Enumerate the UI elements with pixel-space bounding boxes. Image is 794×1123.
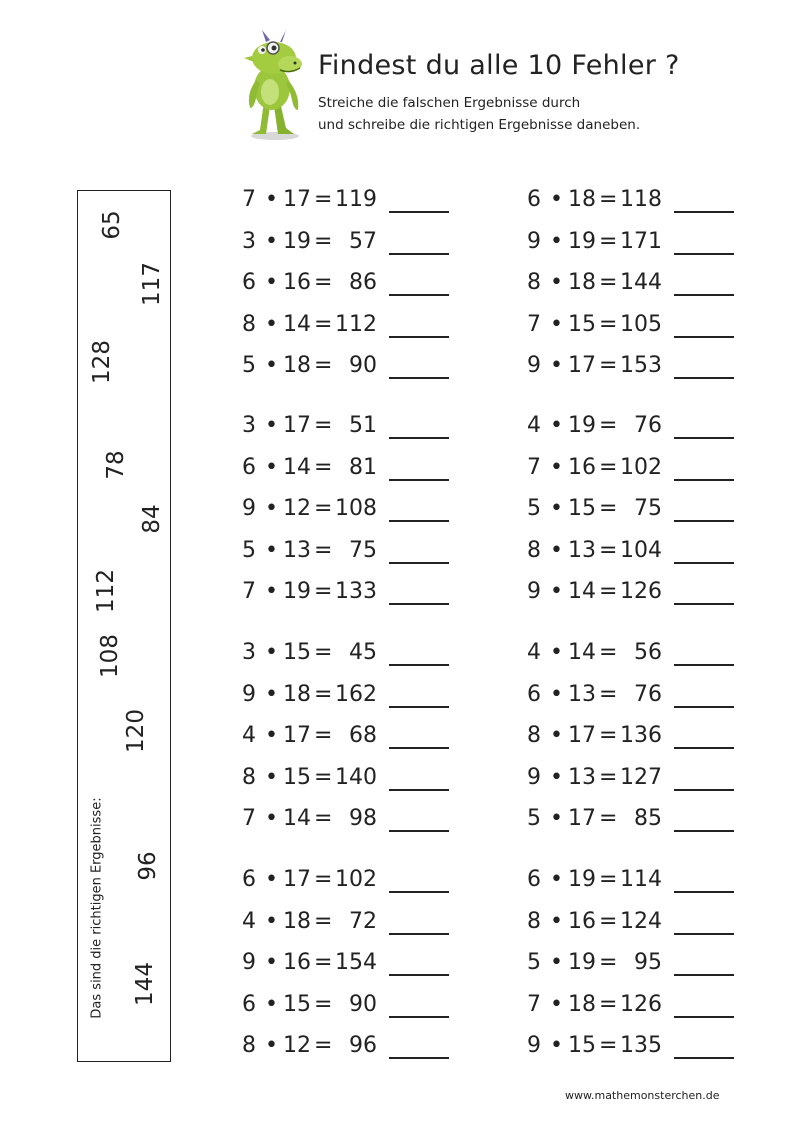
times-symbol: • — [265, 950, 278, 975]
equation-row — [526, 765, 736, 795]
factor-b: 12 — [283, 496, 311, 521]
factor-b: 15 — [568, 496, 596, 521]
factor-b: 19 — [568, 413, 596, 438]
factor-a: 6 — [242, 454, 256, 480]
answer-blank-line[interactable] — [389, 1016, 449, 1018]
instructions-line-2: und schreibe die richtigen Ergebnisse daneben. — [318, 117, 641, 133]
equals-symbol: = — [314, 537, 333, 563]
given-result: 133 — [335, 579, 377, 604]
given-result: 153 — [620, 353, 662, 378]
answer-blank-line[interactable] — [389, 253, 449, 255]
factor-b: 12 — [283, 1033, 311, 1058]
factor-b: 17 — [568, 723, 596, 748]
answer-blank-line[interactable] — [389, 933, 449, 935]
times-symbol: • — [265, 353, 278, 378]
given-result: 57 — [349, 228, 377, 254]
answer-blank-line[interactable] — [674, 789, 734, 791]
equals-symbol: = — [599, 1033, 618, 1058]
times-symbol: • — [550, 270, 563, 295]
factor-a: 9 — [527, 579, 541, 604]
answer-blank-line[interactable] — [674, 1016, 734, 1018]
equals-symbol: = — [314, 681, 333, 707]
equals-symbol: = — [599, 723, 618, 748]
factor-b: 13 — [568, 537, 596, 563]
equals-symbol: = — [599, 228, 618, 254]
equals-symbol: = — [599, 496, 618, 521]
times-symbol: • — [550, 764, 563, 790]
factor-a: 9 — [242, 950, 256, 975]
times-symbol: • — [265, 270, 278, 295]
factor-b: 15 — [283, 764, 311, 790]
answer-blank-line[interactable] — [674, 253, 734, 255]
times-symbol: • — [265, 311, 278, 337]
times-symbol: • — [265, 1033, 278, 1058]
equals-symbol: = — [599, 454, 618, 480]
equals-symbol: = — [599, 640, 618, 665]
given-result: 75 — [349, 537, 377, 563]
answer-blank-line[interactable] — [674, 706, 734, 708]
factor-b: 15 — [283, 991, 311, 1017]
equals-symbol: = — [599, 187, 618, 212]
times-symbol: • — [550, 991, 563, 1017]
equals-symbol: = — [599, 270, 618, 295]
times-symbol: • — [265, 867, 278, 892]
given-result: 76 — [634, 681, 662, 707]
answer-number: 78 — [103, 450, 129, 480]
equation-row — [241, 312, 451, 342]
factor-a: 6 — [527, 187, 541, 212]
equation-row — [241, 867, 451, 897]
answer-number: 117 — [139, 262, 165, 306]
given-result: 140 — [335, 764, 377, 790]
factor-a: 8 — [242, 764, 256, 790]
equals-symbol: = — [314, 640, 333, 665]
times-symbol: • — [265, 413, 278, 438]
factor-a: 5 — [242, 353, 256, 378]
times-symbol: • — [265, 579, 278, 604]
answer-blank-line[interactable] — [674, 437, 734, 439]
equals-symbol: = — [314, 228, 333, 254]
answer-blank-line[interactable] — [389, 789, 449, 791]
factor-a: 6 — [242, 867, 256, 892]
factor-b: 19 — [283, 579, 311, 604]
equals-symbol: = — [599, 311, 618, 337]
monster-mascot-illustration — [240, 22, 310, 140]
equation-row — [526, 312, 736, 342]
given-result: 45 — [349, 640, 377, 665]
given-result: 135 — [620, 1033, 662, 1058]
answer-blank-line[interactable] — [389, 562, 449, 564]
times-symbol: • — [265, 806, 278, 831]
equation-row — [241, 992, 451, 1022]
given-result: 51 — [349, 413, 377, 438]
given-result: 96 — [349, 1033, 377, 1058]
factor-a: 9 — [527, 764, 541, 790]
factor-b: 17 — [283, 723, 311, 748]
factor-b: 18 — [283, 353, 311, 378]
given-result: 56 — [634, 640, 662, 665]
factor-b: 18 — [283, 681, 311, 707]
given-result: 86 — [349, 270, 377, 295]
equals-symbol: = — [314, 187, 333, 212]
equation-row — [241, 353, 451, 383]
factor-b: 18 — [568, 270, 596, 295]
equation-row — [526, 413, 736, 443]
answer-blank-line[interactable] — [389, 294, 449, 296]
factor-a: 4 — [242, 723, 256, 748]
factor-a: 7 — [242, 187, 256, 212]
times-symbol: • — [550, 908, 563, 934]
times-symbol: • — [550, 579, 563, 604]
given-result: 108 — [335, 496, 377, 521]
equation-row — [241, 640, 451, 670]
factor-a: 5 — [242, 537, 256, 563]
factor-b: 17 — [568, 353, 596, 378]
factor-a: 8 — [242, 311, 256, 337]
equals-symbol: = — [599, 764, 618, 790]
equation-row — [526, 187, 736, 217]
factor-a: 8 — [527, 908, 541, 934]
given-result: 68 — [349, 723, 377, 748]
given-result: 144 — [620, 270, 662, 295]
equation-row — [241, 765, 451, 795]
given-result: 90 — [349, 991, 377, 1017]
answer-blank-line[interactable] — [389, 664, 449, 666]
factor-b: 15 — [568, 1033, 596, 1058]
equals-symbol: = — [599, 579, 618, 604]
times-symbol: • — [265, 228, 278, 254]
equation-row — [526, 723, 736, 753]
factor-a: 3 — [242, 413, 256, 438]
equals-symbol: = — [599, 908, 618, 934]
equals-symbol: = — [314, 454, 333, 480]
times-symbol: • — [550, 1033, 563, 1058]
answer-blank-line[interactable] — [674, 747, 734, 749]
factor-b: 14 — [283, 806, 311, 831]
equals-symbol: = — [314, 1033, 333, 1058]
factor-a: 7 — [242, 579, 256, 604]
equation-row — [241, 413, 451, 443]
equation-row — [526, 867, 736, 897]
answer-blank-line[interactable] — [389, 377, 449, 379]
answer-number: 84 — [139, 504, 165, 534]
answer-number: 112 — [93, 569, 119, 613]
answer-number: 128 — [89, 340, 115, 384]
equation-row — [526, 682, 736, 712]
factor-b: 16 — [568, 908, 596, 934]
instructions-line-1: Streiche die falschen Ergebnisse durch — [318, 95, 581, 111]
footer-url: www.mathemonsterchen.de — [565, 1089, 720, 1102]
answer-blank-line[interactable] — [389, 891, 449, 893]
factor-b: 13 — [283, 537, 311, 563]
equation-row — [526, 229, 736, 259]
factor-a: 4 — [242, 908, 256, 934]
given-result: 95 — [634, 950, 662, 975]
given-result: 75 — [634, 496, 662, 521]
times-symbol: • — [550, 311, 563, 337]
times-symbol: • — [265, 764, 278, 790]
given-result: 162 — [335, 681, 377, 707]
equation-row — [526, 806, 736, 836]
factor-a: 7 — [242, 806, 256, 831]
worksheet-title: Findest du alle 10 Fehler ? — [318, 50, 680, 81]
given-result: 90 — [349, 353, 377, 378]
factor-a: 8 — [527, 537, 541, 563]
times-symbol: • — [265, 723, 278, 748]
equation-row — [526, 579, 736, 609]
times-symbol: • — [265, 908, 278, 934]
factor-a: 8 — [242, 1033, 256, 1058]
times-symbol: • — [550, 228, 563, 254]
factor-b: 14 — [283, 454, 311, 480]
given-result: 118 — [620, 187, 662, 212]
factor-a: 9 — [242, 681, 256, 707]
factor-b: 19 — [568, 228, 596, 254]
answer-blank-line[interactable] — [674, 479, 734, 481]
equals-symbol: = — [314, 496, 333, 521]
factor-a: 4 — [527, 413, 541, 438]
given-result: 85 — [634, 806, 662, 831]
given-result: 102 — [335, 867, 377, 892]
equals-symbol: = — [599, 681, 618, 707]
factor-b: 17 — [568, 806, 596, 831]
times-symbol: • — [550, 413, 563, 438]
answer-number: 96 — [135, 851, 161, 881]
factor-b: 17 — [283, 867, 311, 892]
factor-b: 14 — [283, 311, 311, 337]
answer-blank-line[interactable] — [674, 336, 734, 338]
given-result: 98 — [349, 806, 377, 831]
times-symbol: • — [550, 640, 563, 665]
factor-a: 9 — [527, 353, 541, 378]
factor-b: 18 — [568, 991, 596, 1017]
factor-a: 6 — [527, 867, 541, 892]
factor-b: 16 — [283, 270, 311, 295]
factor-b: 19 — [568, 950, 596, 975]
equals-symbol: = — [599, 353, 618, 378]
equation-row — [241, 806, 451, 836]
worksheet-instructions — [318, 92, 640, 136]
equation-row — [241, 579, 451, 609]
factor-a: 9 — [242, 496, 256, 521]
given-result: 104 — [620, 537, 662, 563]
given-result: 102 — [620, 454, 662, 480]
factor-b: 15 — [283, 640, 311, 665]
given-result: 76 — [634, 413, 662, 438]
answer-blank-line[interactable] — [389, 520, 449, 522]
times-symbol: • — [550, 454, 563, 480]
factor-a: 7 — [527, 991, 541, 1017]
equals-symbol: = — [314, 723, 333, 748]
given-result: 119 — [335, 187, 377, 212]
answer-blank-line[interactable] — [674, 520, 734, 522]
answers-caption: Das sind die richtigen Ergebnisse: — [89, 797, 105, 1019]
answer-blank-line[interactable] — [674, 891, 734, 893]
factor-b: 13 — [568, 764, 596, 790]
given-result: 72 — [349, 908, 377, 934]
factor-b: 16 — [283, 950, 311, 975]
equals-symbol: = — [599, 413, 618, 438]
factor-a: 6 — [527, 681, 541, 707]
times-symbol: • — [265, 991, 278, 1017]
answer-blank-line[interactable] — [674, 974, 734, 976]
equation-row — [241, 723, 451, 753]
answer-blank-line[interactable] — [674, 377, 734, 379]
equals-symbol: = — [599, 950, 618, 975]
answer-number: 108 — [97, 634, 123, 678]
times-symbol: • — [550, 496, 563, 521]
factor-a: 3 — [242, 228, 256, 254]
factor-a: 7 — [527, 454, 541, 480]
factor-a: 7 — [527, 311, 541, 337]
given-result: 126 — [620, 991, 662, 1017]
equals-symbol: = — [314, 764, 333, 790]
answer-number: 144 — [132, 962, 158, 1006]
times-symbol: • — [550, 537, 563, 563]
given-result: 114 — [620, 867, 662, 892]
given-result: 136 — [620, 723, 662, 748]
times-symbol: • — [550, 723, 563, 748]
factor-a: 6 — [242, 270, 256, 295]
equation-row — [241, 682, 451, 712]
given-result: 127 — [620, 764, 662, 790]
factor-a: 5 — [527, 496, 541, 521]
answer-blank-line[interactable] — [674, 562, 734, 564]
factor-a: 8 — [527, 723, 541, 748]
equation-row — [526, 1033, 736, 1063]
answer-number: 120 — [123, 709, 149, 753]
given-result: 81 — [349, 454, 377, 480]
factor-b: 19 — [568, 867, 596, 892]
equals-symbol: = — [599, 537, 618, 563]
factor-b: 17 — [283, 187, 311, 212]
times-symbol: • — [550, 867, 563, 892]
equation-row — [241, 187, 451, 217]
times-symbol: • — [265, 537, 278, 563]
equation-row — [526, 640, 736, 670]
equation-row — [526, 538, 736, 568]
factor-a: 9 — [527, 1033, 541, 1058]
equation-row — [526, 455, 736, 485]
answer-blank-line[interactable] — [674, 830, 734, 832]
equation-row — [526, 950, 736, 980]
times-symbol: • — [265, 454, 278, 480]
factor-b: 18 — [568, 187, 596, 212]
equals-symbol: = — [314, 806, 333, 831]
equation-row — [241, 538, 451, 568]
answer-blank-line[interactable] — [389, 437, 449, 439]
times-symbol: • — [265, 187, 278, 212]
answer-blank-line[interactable] — [389, 336, 449, 338]
equals-symbol: = — [314, 950, 333, 975]
factor-b: 19 — [283, 228, 311, 254]
factor-b: 17 — [283, 413, 311, 438]
answer-blank-line[interactable] — [389, 1057, 449, 1059]
equals-symbol: = — [314, 353, 333, 378]
factor-b: 15 — [568, 311, 596, 337]
factor-b: 14 — [568, 579, 596, 604]
factor-b: 16 — [568, 454, 596, 480]
answer-blank-line[interactable] — [389, 830, 449, 832]
factor-b: 14 — [568, 640, 596, 665]
equals-symbol: = — [599, 867, 618, 892]
equation-row — [241, 496, 451, 526]
equation-row — [241, 950, 451, 980]
times-symbol: • — [550, 187, 563, 212]
equals-symbol: = — [314, 270, 333, 295]
equation-row — [241, 1033, 451, 1063]
times-symbol: • — [550, 681, 563, 707]
answer-blank-line[interactable] — [674, 603, 734, 605]
answer-blank-line[interactable] — [674, 933, 734, 935]
answer-blank-line[interactable] — [389, 747, 449, 749]
factor-a: 5 — [527, 806, 541, 831]
given-result: 105 — [620, 311, 662, 337]
equals-symbol: = — [314, 311, 333, 337]
times-symbol: • — [550, 950, 563, 975]
equation-row — [241, 229, 451, 259]
equation-row — [526, 909, 736, 939]
equation-row — [526, 353, 736, 383]
equals-symbol: = — [599, 991, 618, 1017]
factor-a: 6 — [242, 991, 256, 1017]
answer-blank-line[interactable] — [674, 294, 734, 296]
answer-blank-line[interactable] — [674, 211, 734, 213]
factor-a: 3 — [242, 640, 256, 665]
given-result: 154 — [335, 950, 377, 975]
equation-row — [241, 909, 451, 939]
given-result: 126 — [620, 579, 662, 604]
factor-a: 4 — [527, 640, 541, 665]
equals-symbol: = — [314, 867, 333, 892]
equals-symbol: = — [314, 908, 333, 934]
equation-row — [241, 455, 451, 485]
answer-blank-line[interactable] — [389, 706, 449, 708]
equation-row — [241, 270, 451, 300]
equation-row — [526, 496, 736, 526]
answer-blank-line[interactable] — [389, 603, 449, 605]
factor-a: 8 — [527, 270, 541, 295]
times-symbol: • — [265, 496, 278, 521]
equals-symbol: = — [314, 413, 333, 438]
times-symbol: • — [550, 353, 563, 378]
given-result: 124 — [620, 908, 662, 934]
answer-blank-line[interactable] — [674, 664, 734, 666]
equation-row — [526, 270, 736, 300]
times-symbol: • — [265, 640, 278, 665]
answer-blank-line[interactable] — [674, 1057, 734, 1059]
times-symbol: • — [550, 806, 563, 831]
factor-a: 9 — [527, 228, 541, 254]
answer-blank-line[interactable] — [389, 479, 449, 481]
answer-number: 65 — [99, 210, 125, 240]
answer-blank-line[interactable] — [389, 211, 449, 213]
equals-symbol: = — [314, 991, 333, 1017]
given-result: 112 — [335, 311, 377, 337]
equals-symbol: = — [599, 806, 618, 831]
factor-b: 18 — [283, 908, 311, 934]
factor-a: 5 — [527, 950, 541, 975]
given-result: 171 — [620, 228, 662, 254]
equals-symbol: = — [314, 579, 333, 604]
factor-b: 13 — [568, 681, 596, 707]
equation-row — [526, 992, 736, 1022]
times-symbol: • — [265, 681, 278, 707]
answer-blank-line[interactable] — [389, 974, 449, 976]
